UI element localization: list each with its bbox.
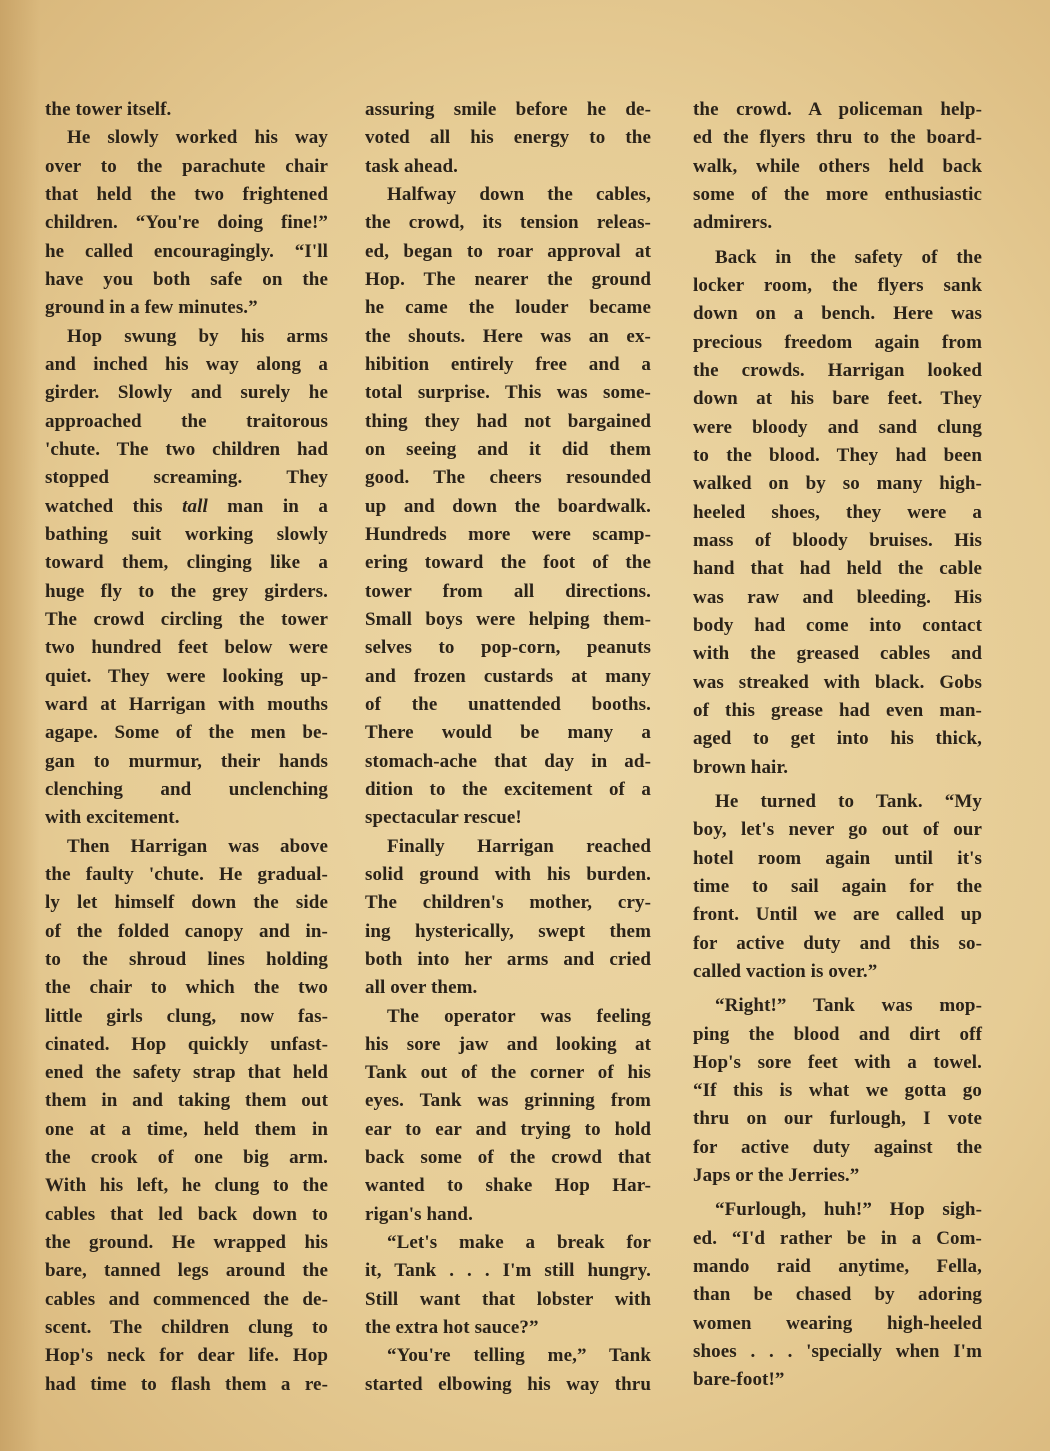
text-line: the tower itself. — [45, 99, 172, 120]
text-line: Finally Harrigan reached — [387, 835, 651, 857]
text-line: with excitement. — [45, 807, 180, 829]
text-line: Tank out of the corner of his — [365, 1062, 651, 1084]
paragraph — [45, 96, 328, 124]
text-column-3 — [693, 96, 982, 1401]
text-line: stopped screaming. They — [45, 467, 328, 489]
text-line: the crowd. A policeman help- — [693, 99, 982, 120]
text-line: “If this is what we gotta go — [693, 1080, 982, 1102]
text-line: quiet. They were looking up- — [45, 665, 328, 687]
text-line: scent. The children clung to — [45, 1317, 328, 1339]
text-line: task ahead. — [365, 155, 458, 177]
paragraph — [45, 124, 328, 322]
text-line: clenching and unclenching — [45, 778, 328, 800]
text-line: ear to ear and trying to hold — [365, 1118, 651, 1140]
text-line: the extra hot sauce?” — [365, 1317, 539, 1339]
paragraph — [693, 788, 982, 986]
text-line: Back in the safety of the — [715, 246, 982, 268]
text-line: Small boys were helping them- — [365, 608, 651, 630]
text-line: ing hysterically, swept them — [365, 920, 651, 942]
text-line: huge fly to the grey girders. — [45, 580, 328, 602]
text-line: that held the two frightened — [45, 183, 328, 205]
text-line: mass of bloody bruises. His — [693, 529, 982, 551]
text-line: thing they had not bargained — [365, 410, 651, 432]
text-line: solid ground with his burden. — [365, 863, 651, 885]
text-line — [45, 493, 328, 521]
text-line: ed the flyers thru to the board- — [693, 127, 982, 149]
text-line: his sore jaw and looking at — [365, 1033, 651, 1055]
text-line: on seeing and it did them — [365, 438, 651, 460]
text-line: brown hair. — [693, 756, 789, 778]
text-line: Still want that lobster with — [365, 1288, 651, 1310]
text-line: both into her arms and cried — [365, 948, 651, 970]
paragraph — [693, 1196, 982, 1394]
text-line: and inched his way along a — [45, 353, 328, 375]
text-line: Japs or the Jerries.” — [693, 1165, 860, 1187]
paragraph — [693, 244, 982, 782]
text-line: good. The cheers resounded — [365, 467, 651, 489]
paragraph — [693, 96, 982, 238]
text-line: He slowly worked his way — [67, 127, 328, 149]
text-line: the crook of one big arm. — [45, 1147, 328, 1169]
text-column-1 — [45, 96, 328, 1399]
text-line: children. “You're doing fine!” — [45, 212, 328, 234]
text-line: walk, while others held back — [693, 155, 982, 177]
text-line: front. Until we are called up — [693, 904, 982, 926]
text-segment: man in a — [207, 495, 328, 517]
text-line: dition to the excitement of a — [365, 778, 651, 800]
text-line: approached the traitorous — [45, 410, 328, 432]
paragraph — [693, 992, 982, 1190]
text-line: and frozen custards at many — [365, 665, 651, 687]
text-line: was streaked with black. Gobs — [693, 671, 982, 693]
text-line: total surprise. This was some- — [365, 382, 651, 404]
text-line: agape. Some of the men be- — [45, 722, 328, 744]
text-line: Then Harrigan was above — [67, 835, 328, 857]
text-line: The children's mother, cry- — [365, 892, 651, 914]
text-line: started elbowing his way thru — [365, 1373, 651, 1395]
text-line: locker room, the flyers sank — [693, 274, 982, 296]
text-line: the chair to which the two — [45, 977, 328, 999]
text-line: spectacular rescue! — [365, 807, 522, 829]
text-line: hibition entirely free and a — [365, 353, 651, 375]
text-line: them in and taking them out — [45, 1090, 328, 1112]
text-line: selves to pop-corn, peanuts — [365, 637, 651, 659]
text-line: the crowds. Harrigan looked — [693, 359, 982, 381]
paragraph — [365, 1003, 651, 1230]
text-line: for active duty and this so- — [693, 932, 982, 954]
text-line: to the blood. They had been — [693, 444, 982, 466]
text-line: two hundred feet below were — [45, 637, 328, 659]
text-line: Halfway down the cables, — [387, 183, 651, 205]
text-line: cables that led back down to — [45, 1203, 328, 1225]
text-line: ened the safety strap that held — [45, 1062, 328, 1084]
text-segment: watched this — [45, 495, 183, 517]
text-line: were bloody and sand clung — [693, 416, 982, 438]
text-line: gan to murmur, their hands — [45, 750, 328, 772]
paragraph — [365, 1342, 651, 1399]
paragraph — [45, 323, 328, 833]
text-line: mando raid anytime, Fella, — [693, 1256, 982, 1278]
text-line: had time to flash them a re- — [45, 1373, 328, 1395]
text-line: bathing suit working slowly — [45, 523, 328, 545]
text-line: ed, began to roar approval at — [365, 240, 651, 262]
paragraph — [45, 833, 328, 1400]
text-line: ly let himself down the side — [45, 892, 328, 914]
text-line: some of the more enthusiastic — [693, 183, 982, 205]
text-line: ward at Harrigan with mouths — [45, 693, 328, 715]
text-line: the shouts. Here was an ex- — [365, 325, 651, 347]
text-line: shoes . . . 'specially when I'm — [693, 1341, 982, 1363]
text-line: body had come into contact — [693, 614, 982, 636]
text-line: up and down the boardwalk. — [365, 495, 651, 517]
text-line: precious freedom again from — [693, 331, 982, 353]
paragraph — [365, 1229, 651, 1342]
text-line: of this grease had even man- — [693, 699, 982, 721]
text-line: time to sail again for the — [693, 875, 982, 897]
text-line: The operator was feeling — [387, 1005, 651, 1027]
text-line: the faulty 'chute. He gradual- — [45, 863, 328, 885]
text-line: one at a time, held them in — [45, 1118, 328, 1140]
text-line: over to the parachute chair — [45, 155, 328, 177]
text-line: He turned to Tank. “My — [715, 790, 982, 812]
text-line: Hop. The nearer the ground — [365, 268, 651, 290]
text-line: ed. “I'd rather be in a Com- — [693, 1227, 982, 1249]
text-line: Hop's neck for dear life. Hop — [45, 1345, 328, 1367]
text-line: tower from all directions. — [365, 580, 651, 602]
text-line: called vaction is over.” — [693, 960, 878, 982]
text-line: rigan's hand. — [365, 1203, 473, 1225]
text-line: he called encouragingly. “I'll — [45, 240, 328, 262]
text-line: down on a bench. Here was — [693, 303, 982, 325]
text-line: toward them, clinging like a — [45, 552, 328, 574]
paragraph — [365, 181, 651, 833]
text-line: bare, tanned legs around the — [45, 1260, 328, 1282]
text-line: back some of the crowd that — [365, 1147, 651, 1169]
text-line: wanted to shake Hop Har- — [365, 1175, 651, 1197]
text-line: “Right!” Tank was mop- — [715, 995, 982, 1017]
paragraph — [365, 96, 651, 181]
text-line: With his left, he clung to the — [45, 1175, 328, 1197]
paragraph — [365, 833, 651, 1003]
text-line: ping the blood and dirt off — [693, 1023, 982, 1045]
text-line: Hop swung by his arms — [67, 325, 328, 347]
text-line: voted all his energy to the — [365, 127, 651, 149]
text-line: The crowd circling the tower — [45, 608, 328, 630]
text-line: Hop's sore feet with a towel. — [693, 1051, 982, 1073]
text-line: the crowd, its tension releas- — [365, 212, 651, 234]
text-line: hand that had held the cable — [693, 558, 982, 580]
text-line: admirers. — [693, 212, 773, 234]
text-line: ground in a few minutes.” — [45, 297, 258, 319]
text-line: walked on by so many high- — [693, 473, 982, 495]
text-line: of the unattended booths. — [365, 693, 651, 715]
text-line: thru on our furlough, I vote — [693, 1108, 982, 1130]
text-line: have you both safe on the — [45, 268, 328, 290]
text-line: Hundreds more were scamp- — [365, 523, 651, 545]
text-line: cables and commenced the de- — [45, 1288, 328, 1310]
text-line: was raw and bleeding. His — [693, 586, 982, 608]
text-line: it, Tank . . . I'm still hungry. — [365, 1260, 651, 1282]
text-line: heeled shoes, they were a — [693, 501, 982, 523]
text-line: cinated. Hop quickly unfast- — [45, 1033, 328, 1055]
text-line: assuring smile before he de- — [365, 99, 651, 120]
text-line: for active duty against the — [693, 1136, 982, 1158]
text-line: the ground. He wrapped his — [45, 1232, 328, 1254]
text-line: women wearing high-heeled — [693, 1312, 982, 1334]
text-line: “Let's make a break for — [387, 1232, 651, 1254]
page-edge-shadow — [0, 0, 40, 1451]
text-line: girder. Slowly and surely he — [45, 382, 328, 404]
text-line: with the greased cables and — [693, 643, 982, 665]
text-column-2 — [365, 96, 651, 1399]
text-line: eyes. Tank was grinning from — [365, 1090, 651, 1112]
text-line: little girls clung, now fas- — [45, 1005, 328, 1027]
text-line: of the folded canopy and in- — [45, 920, 328, 942]
text-line: hotel room again until it's — [693, 847, 982, 869]
text-line: to the shroud lines holding — [45, 948, 328, 970]
text-line: boy, let's never go out of our — [693, 819, 982, 841]
text-line: “You're telling me,” Tank — [387, 1345, 651, 1367]
text-line: There would be many a — [365, 722, 651, 744]
text-line: all over them. — [365, 977, 478, 999]
text-line: stomach-ache that day in ad- — [365, 750, 651, 772]
text-line: bare-foot!” — [693, 1369, 785, 1391]
text-line: down at his bare feet. They — [693, 388, 982, 410]
text-line: 'chute. The two children had — [45, 438, 328, 460]
text-line: aged to get into his thick, — [693, 728, 982, 750]
text-line: “Furlough, huh!” Hop sigh- — [715, 1199, 982, 1221]
italic-word: tall — [182, 495, 208, 517]
text-line: than be chased by adoring — [693, 1284, 982, 1306]
text-line: ering toward the foot of the — [365, 552, 651, 574]
text-line: he came the louder became — [365, 297, 651, 319]
